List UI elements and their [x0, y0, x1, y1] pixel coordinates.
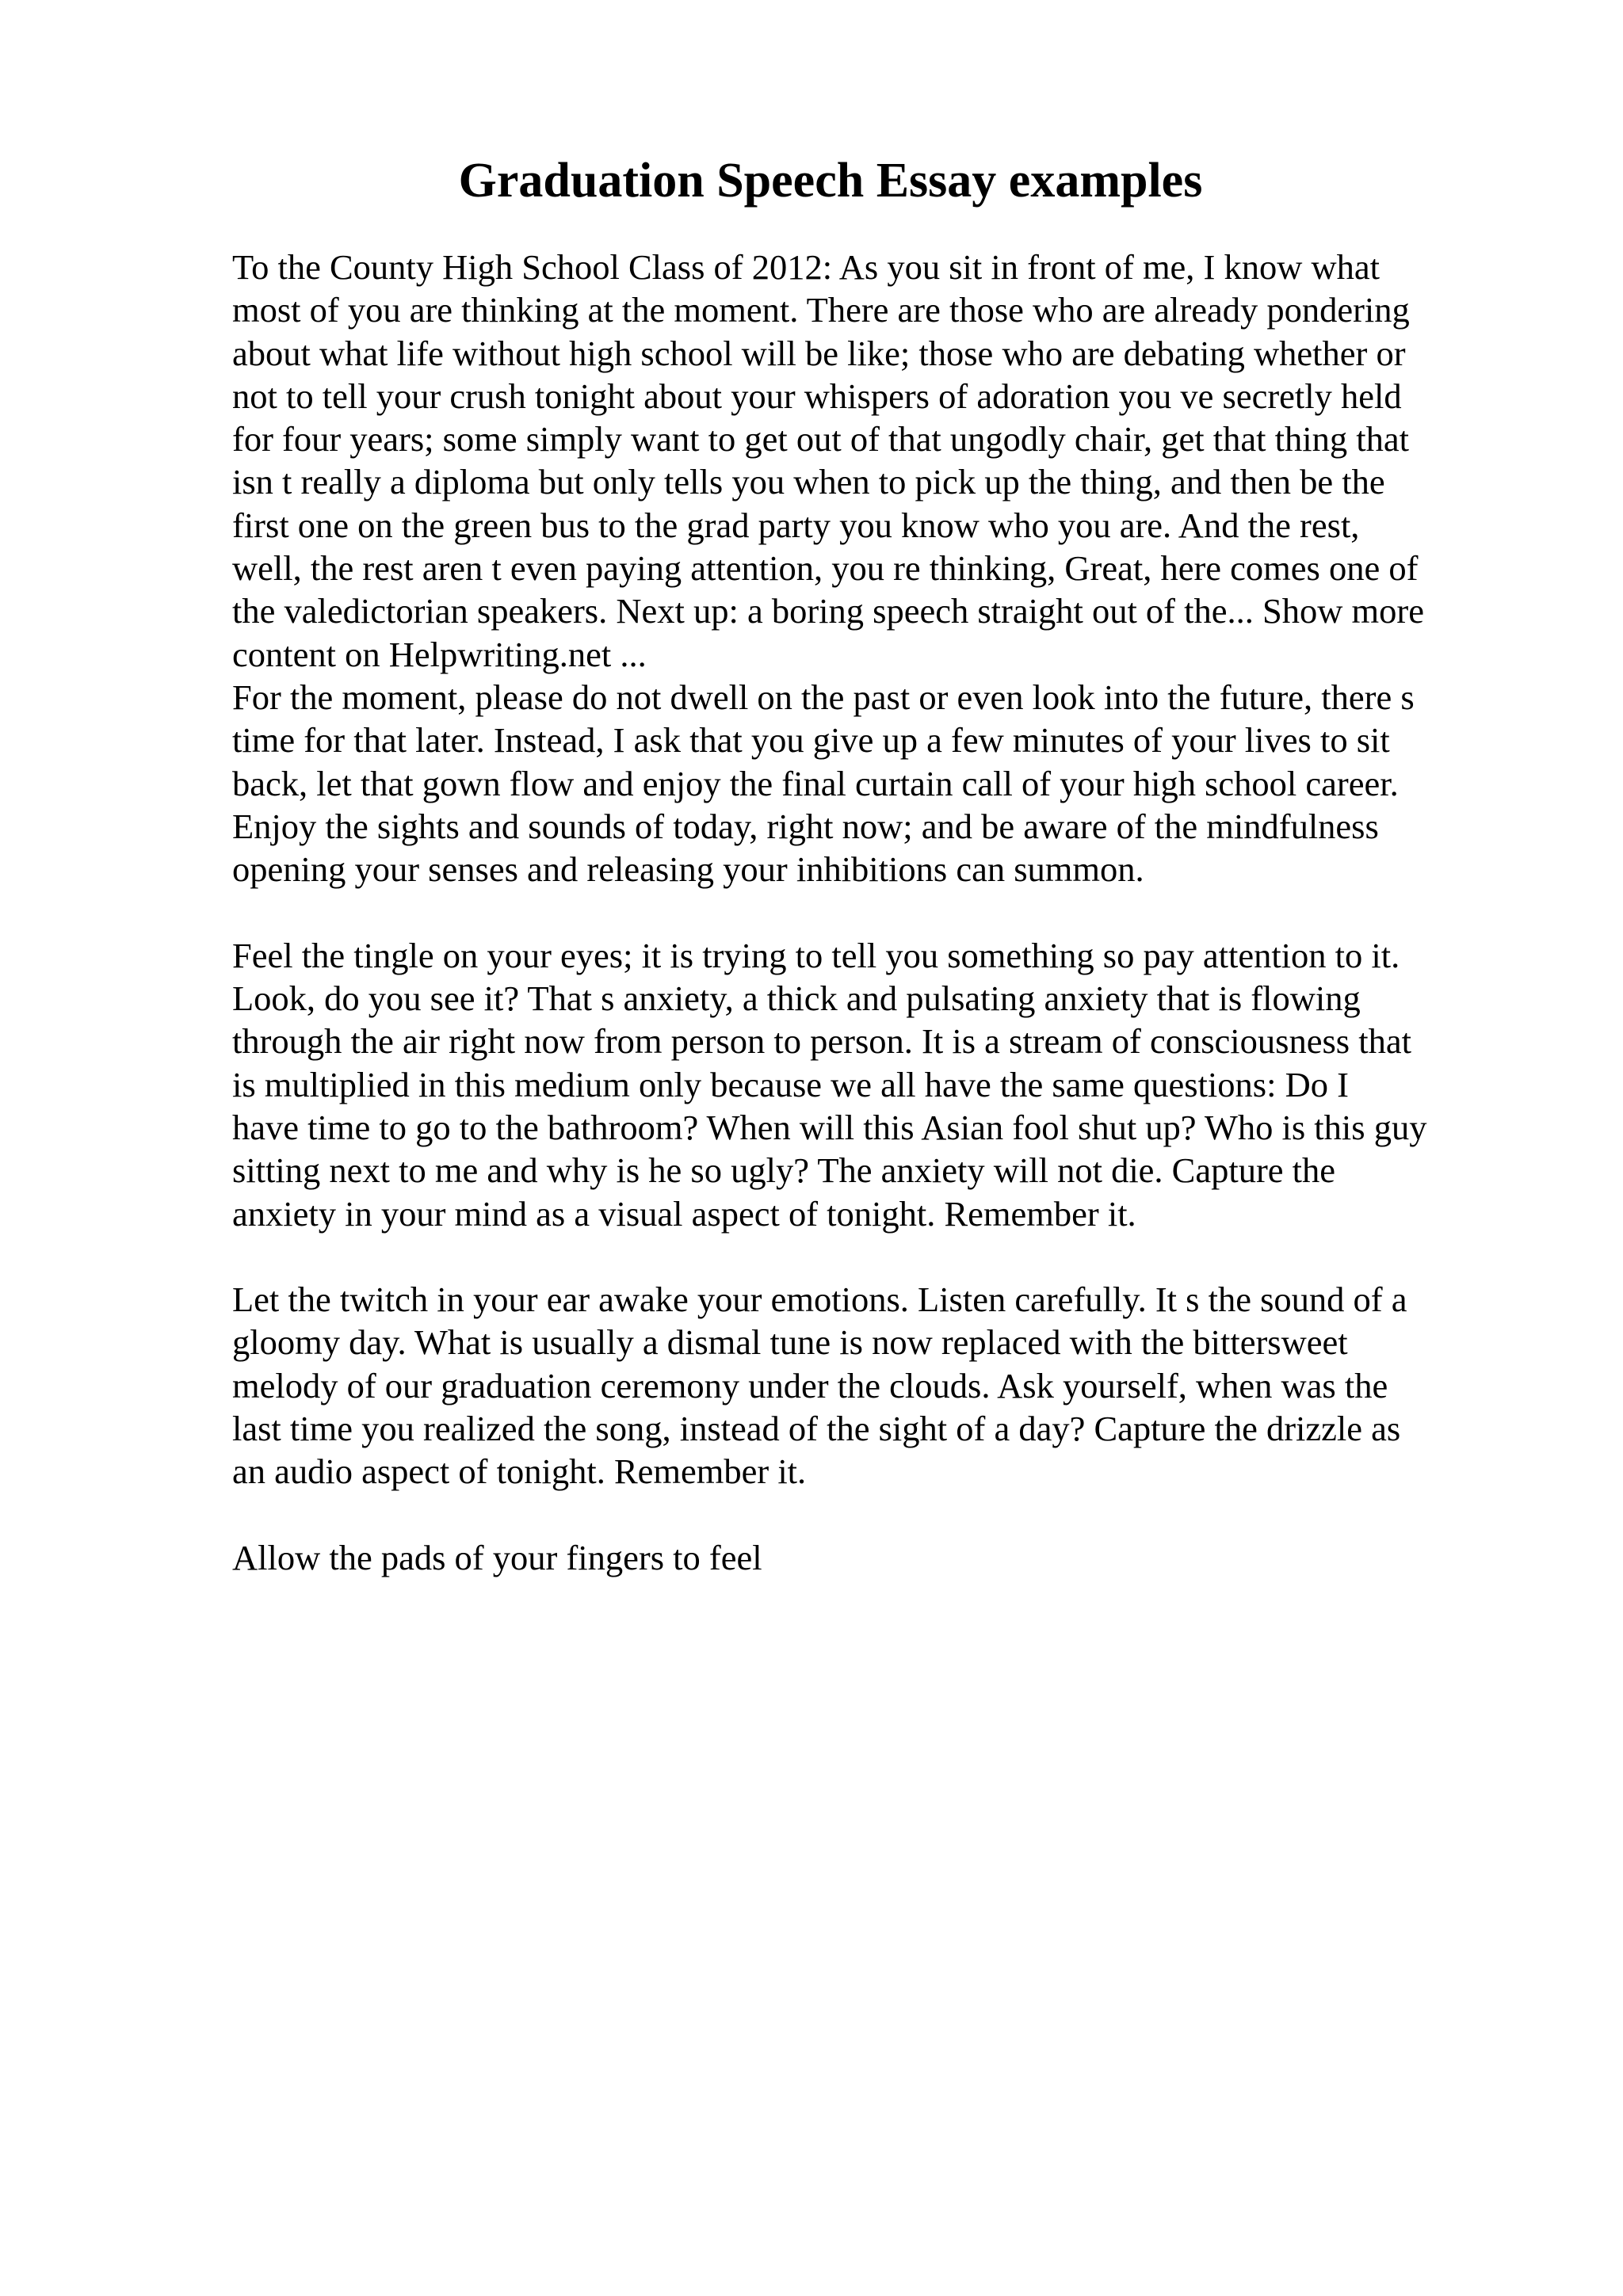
text-line: Look, do you see it? That s anxiety, a thick and pulsating anxiety that is flowing: [232, 978, 1361, 1019]
paragraph-spacer: [232, 1493, 1516, 1536]
document-title: Graduation Speech Essay examples: [458, 154, 1203, 208]
text-line: back, let that gown flow and enjoy the final curtain call of your high school career.: [232, 763, 1399, 803]
text-line: well, the rest aren t even paying attention, you re thinking, Great, here comes one of: [232, 548, 1419, 589]
text-line: isn t really a diploma but only tells you when to pick up the thing, and then be the: [232, 462, 1385, 502]
paragraph-spacer: [232, 1235, 1516, 1278]
text-line: about what life without high school will be like; those who are debating whether or: [232, 333, 1406, 373]
document-body: [232, 246, 1516, 1579]
text-line: opening your senses and releasing your inhibitions can summon.: [232, 849, 1144, 890]
text-line: first one on the green bus to the grad party you know who you are. And the rest,: [232, 505, 1360, 545]
text-line: most of you are thinking at the moment. There are those who are already pondering: [232, 290, 1410, 330]
text-line: last time you realized the song, instead of the sight of a day? Capture the drizzle as: [232, 1409, 1401, 1449]
paragraph-4: [232, 1278, 1516, 1493]
paragraph-3: [232, 934, 1516, 1235]
text-line: content on Helpwriting.net ...: [232, 634, 647, 674]
text-line: have time to go to the bathroom? When will this Asian fool shut up? Who is this guy: [232, 1107, 1427, 1147]
paragraph-1: [232, 246, 1516, 676]
text-line: an audio aspect of tonight. Remember it.: [232, 1451, 807, 1492]
text-line: not to tell your crush tonight about your whispers of adoration you ve secretly held: [232, 376, 1402, 416]
text-line: sitting next to me and why is he so ugly? The anxiety will not die. Capture the: [232, 1150, 1336, 1191]
paragraph-2: [232, 676, 1516, 891]
text-line: Allow the pads of your fingers to feel: [232, 1537, 762, 1577]
text-line: through the air right now from person to person. It is a stream of consciousness that: [232, 1021, 1411, 1062]
text-line: time for that later. Instead, I ask that you give up a few minutes of your lives to sit: [232, 720, 1390, 761]
text-line: melody of our graduation ceremony under the clouds. Ask yourself, when was the: [232, 1365, 1388, 1405]
text-line: anxiety in your mind as a visual aspect of tonight. Remember it.: [232, 1193, 1136, 1234]
text-line: is multiplied in this medium only because we all have the same questions: Do I: [232, 1064, 1349, 1104]
text-line: the valedictorian speakers. Next up: a boring speech straight out of the... Show more: [232, 591, 1424, 631]
text-line: Enjoy the sights and sounds of today, right now; and be aware of the mindfulness: [232, 806, 1379, 846]
text-line: Let the twitch in your ear awake your emotions. Listen carefully. It s the sound of a: [232, 1280, 1407, 1320]
text-line: for four years; some simply want to get out of that ungodly chair, get that thing that: [232, 419, 1409, 460]
text-line: gloomy day. What is usually a dismal tune is now replaced with the bittersweet: [232, 1322, 1348, 1363]
paragraph-5: [232, 1536, 1516, 1579]
paragraph-spacer: [232, 891, 1516, 933]
text-line: For the moment, please do not dwell on the past or even look into the future, there s: [232, 677, 1415, 717]
text-line: To the County High School Class of 2012: As you sit in front of me, I know what: [232, 247, 1381, 287]
text-line: Feel the tingle on your eyes; it is trying to tell you something so pay attention to it.: [232, 935, 1400, 975]
